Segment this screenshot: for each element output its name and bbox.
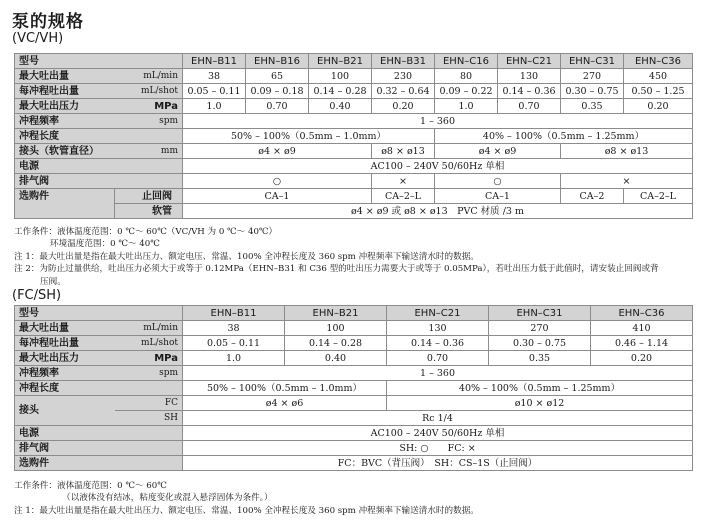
table-cell: 0.40 (285, 351, 387, 366)
row-label: 选购件 (15, 456, 115, 471)
table-cell: ø8 × ø13 (561, 144, 693, 159)
note-line: 注 2：为防止过量供给，吐出压力必须大于或等于 0.12MPa（EHN–B31 和 C36 型的吐出压力需要大于或等于 0.05MPa），若吐出压力低于此值时，请安装止回阀或背 (14, 264, 659, 275)
table-row (15, 189, 693, 204)
model-name: EHN–B11 (183, 306, 285, 321)
table-cell: 450 (624, 69, 693, 84)
note-line: （以液体没有结冰，粘度变化或混入悬浮固体为条件。） (62, 493, 273, 504)
model-name: EHN–B16 (246, 54, 309, 69)
table-cell: 0.14 – 0.28 (309, 84, 372, 99)
table-cell: 230 (372, 69, 435, 84)
note-line: 工作条件：液体温度范围：0 ℃～ 60℃ (14, 481, 167, 491)
table-cell: 0.30 – 0.75 (489, 336, 591, 351)
table-row (15, 129, 693, 144)
table-cell: 0.20 (591, 351, 693, 366)
table-row (15, 99, 693, 114)
model-name: EHN–C16 (435, 54, 498, 69)
model-name: EHN–C36 (591, 306, 693, 321)
table-cell: SH: ○ FC: × (183, 441, 693, 456)
model-name: EHN–C31 (561, 54, 624, 69)
table-row (15, 351, 693, 366)
table-cell: 410 (591, 321, 693, 336)
model-name: EHN–B21 (309, 54, 372, 69)
table-row (15, 144, 693, 159)
vc-spec-table (14, 53, 693, 219)
row-label: 每冲程吐出量 (15, 336, 115, 351)
table-row (15, 336, 693, 351)
table-cell: 0.20 (372, 99, 435, 114)
row-label: 型号 (15, 54, 115, 69)
table-row (15, 366, 693, 381)
row-label: 最大吐出压力 (15, 99, 115, 114)
table-row (15, 426, 693, 441)
table-cell: 1.0 (183, 99, 246, 114)
model-name: EHN–B31 (372, 54, 435, 69)
row-unit: spm (115, 114, 183, 129)
table-cell: ø4 × ø9 (435, 144, 561, 159)
table-cell: 80 (435, 69, 498, 84)
table-cell: ø10 × ø12 (387, 396, 693, 411)
table-cell: 50% – 100%（0.5mm – 1.0mm） (183, 381, 387, 396)
table-cell: 40% – 100%（0.5mm – 1.25mm） (435, 129, 693, 144)
vc-notes (14, 226, 659, 288)
table-cell: ø4 × ø9 或 ø8 × ø13 PVC 材质 /3 m (183, 204, 693, 219)
table-cell: 0.30 – 0.75 (561, 84, 624, 99)
row-unit: MPa (115, 99, 183, 114)
table-cell: 100 (309, 69, 372, 84)
table-cell: 50% – 100%（0.5mm – 1.0mm） (183, 129, 435, 144)
table-cell: 0.14 – 0.36 (387, 336, 489, 351)
table-cell: 270 (561, 69, 624, 84)
note-line: 工作条件：液体温度范围：0 ℃～ 60℃（VC/VH 为 0 ℃～ 40℃） (14, 227, 278, 237)
page-title: 泵的规格 (12, 12, 84, 32)
table-cell: 0.14 – 0.36 (498, 84, 561, 99)
table-row (15, 159, 693, 174)
table-row (15, 204, 693, 219)
table-cell: CA–2 (561, 189, 624, 204)
table-cell: CA–1 (183, 189, 372, 204)
table-row (15, 84, 693, 99)
table-cell: ø4 × ø9 (183, 144, 372, 159)
table-row (15, 411, 693, 426)
table-cell: ○ (435, 174, 561, 189)
table-cell: 0.40 (309, 99, 372, 114)
table-row (15, 381, 693, 396)
table-cell: ø8 × ø13 (372, 144, 435, 159)
table-cell: Rc 1/4 (183, 411, 693, 426)
table-cell: 65 (246, 69, 309, 84)
model-name: EHN–B21 (285, 306, 387, 321)
row-sublabel: 止回阀 (115, 189, 183, 204)
row-unit: mL/min (115, 69, 183, 84)
table-cell: 0.35 (561, 99, 624, 114)
table-cell: AC100 – 240V 50/60Hz 单相 (183, 426, 693, 441)
table-cell: 1.0 (183, 351, 285, 366)
table-cell: 0.50 – 1.25 (624, 84, 693, 99)
table-row (15, 456, 693, 471)
table-cell: 0.32 – 0.64 (372, 84, 435, 99)
note-line: 环境温度范围：0 ℃～ 40℃ (50, 239, 160, 250)
table-cell: 40% – 100%（0.5mm – 1.25mm） (387, 381, 693, 396)
note-line: 注 1：最大吐出量是指在最大吐出压力、额定电压、常温、100% 全冲程长度及 360 spm 冲程频率下输送清水时的数据。 (14, 251, 479, 262)
table-cell: 0.70 (246, 99, 309, 114)
table-cell: 0.20 (624, 99, 693, 114)
table-row (15, 69, 693, 84)
row-label: 接头 (15, 396, 115, 426)
row-label: 每冲程吐出量 (15, 84, 115, 99)
row-unit: MPa (115, 351, 183, 366)
fc-section-label: (FC/SH) (12, 288, 62, 303)
table-cell: 0.46 – 1.14 (591, 336, 693, 351)
row-unit: mL/shot (115, 336, 183, 351)
row-unit: mL/shot (115, 84, 183, 99)
table-cell: 130 (498, 69, 561, 84)
row-sublabel: 软管 (115, 204, 183, 219)
table-cell: 0.09 – 0.18 (246, 84, 309, 99)
table-cell: 0.35 (489, 351, 591, 366)
table-cell: 1 – 360 (183, 366, 693, 381)
table-row (15, 396, 693, 411)
row-unit: spm (115, 366, 183, 381)
table-cell: 0.05 – 0.11 (183, 336, 285, 351)
row-label: 最大吐出压力 (15, 351, 115, 366)
table-cell: 1 – 360 (183, 114, 693, 129)
fc-spec-table (14, 305, 693, 471)
row-label: 冲程长度 (15, 129, 115, 144)
table-cell: 0.05 – 0.11 (183, 84, 246, 99)
table-cell: AC100 – 240V 50/60Hz 单相 (183, 159, 693, 174)
row-label: 最大吐出量 (15, 321, 115, 336)
table-cell: 38 (183, 321, 285, 336)
table-row (15, 114, 693, 129)
model-name: EHN–C36 (624, 54, 693, 69)
fc-notes (14, 480, 479, 517)
table-cell: 130 (387, 321, 489, 336)
row-label: 冲程频率 (15, 114, 115, 129)
table-cell: CA–2–L (624, 189, 693, 204)
table-cell: ø4 × ø6 (183, 396, 387, 411)
table-cell: 0.70 (498, 99, 561, 114)
table-cell: CA–1 (435, 189, 561, 204)
row-unit: mm (115, 144, 183, 159)
row-unit: FC (115, 396, 183, 411)
row-label: 冲程频率 (15, 366, 115, 381)
table-cell: 0.14 – 0.28 (285, 336, 387, 351)
table-cell: ○ (183, 174, 372, 189)
table-cell: × (372, 174, 435, 189)
row-label: 排气阀 (15, 174, 115, 189)
table-cell: CA–2–L (372, 189, 435, 204)
table-cell: 0.09 – 0.22 (435, 84, 498, 99)
row-unit: mL/min (115, 321, 183, 336)
row-label: 选购件 (15, 189, 115, 204)
row-label: 电源 (15, 426, 115, 441)
row-label: 型号 (15, 306, 115, 321)
table-cell: 0.70 (387, 351, 489, 366)
table-cell: 270 (489, 321, 591, 336)
model-name: EHN–C31 (489, 306, 591, 321)
table-row (15, 54, 693, 69)
table-row (15, 306, 693, 321)
table-cell: × (561, 174, 693, 189)
table-cell: 38 (183, 69, 246, 84)
table-row (15, 441, 693, 456)
table-cell: 1.0 (435, 99, 498, 114)
table-cell: 100 (285, 321, 387, 336)
row-label: 排气阀 (15, 441, 115, 456)
vc-section-label: (VC/VH) (12, 31, 64, 46)
row-label: 冲程长度 (15, 381, 115, 396)
note-line: 注 1：最大吐出量是指在最大吐出压力、额定电压、常温、100% 全冲程长度及 360 spm 冲程频率下输送清水时的数据。 (14, 505, 479, 516)
note-line: 压阀。 (40, 276, 66, 287)
model-name: EHN–C21 (387, 306, 489, 321)
table-cell: FC：BVC（背压阀） SH：CS–1S（止回阀） (183, 456, 693, 471)
row-label: 最大吐出量 (15, 69, 115, 84)
row-label: 接头（软管直径） (15, 144, 115, 159)
model-name: EHN–C21 (498, 54, 561, 69)
row-label: 电源 (15, 159, 115, 174)
table-row (15, 321, 693, 336)
row-unit: SH (115, 411, 183, 426)
model-name: EHN–B11 (183, 54, 246, 69)
table-row (15, 174, 693, 189)
